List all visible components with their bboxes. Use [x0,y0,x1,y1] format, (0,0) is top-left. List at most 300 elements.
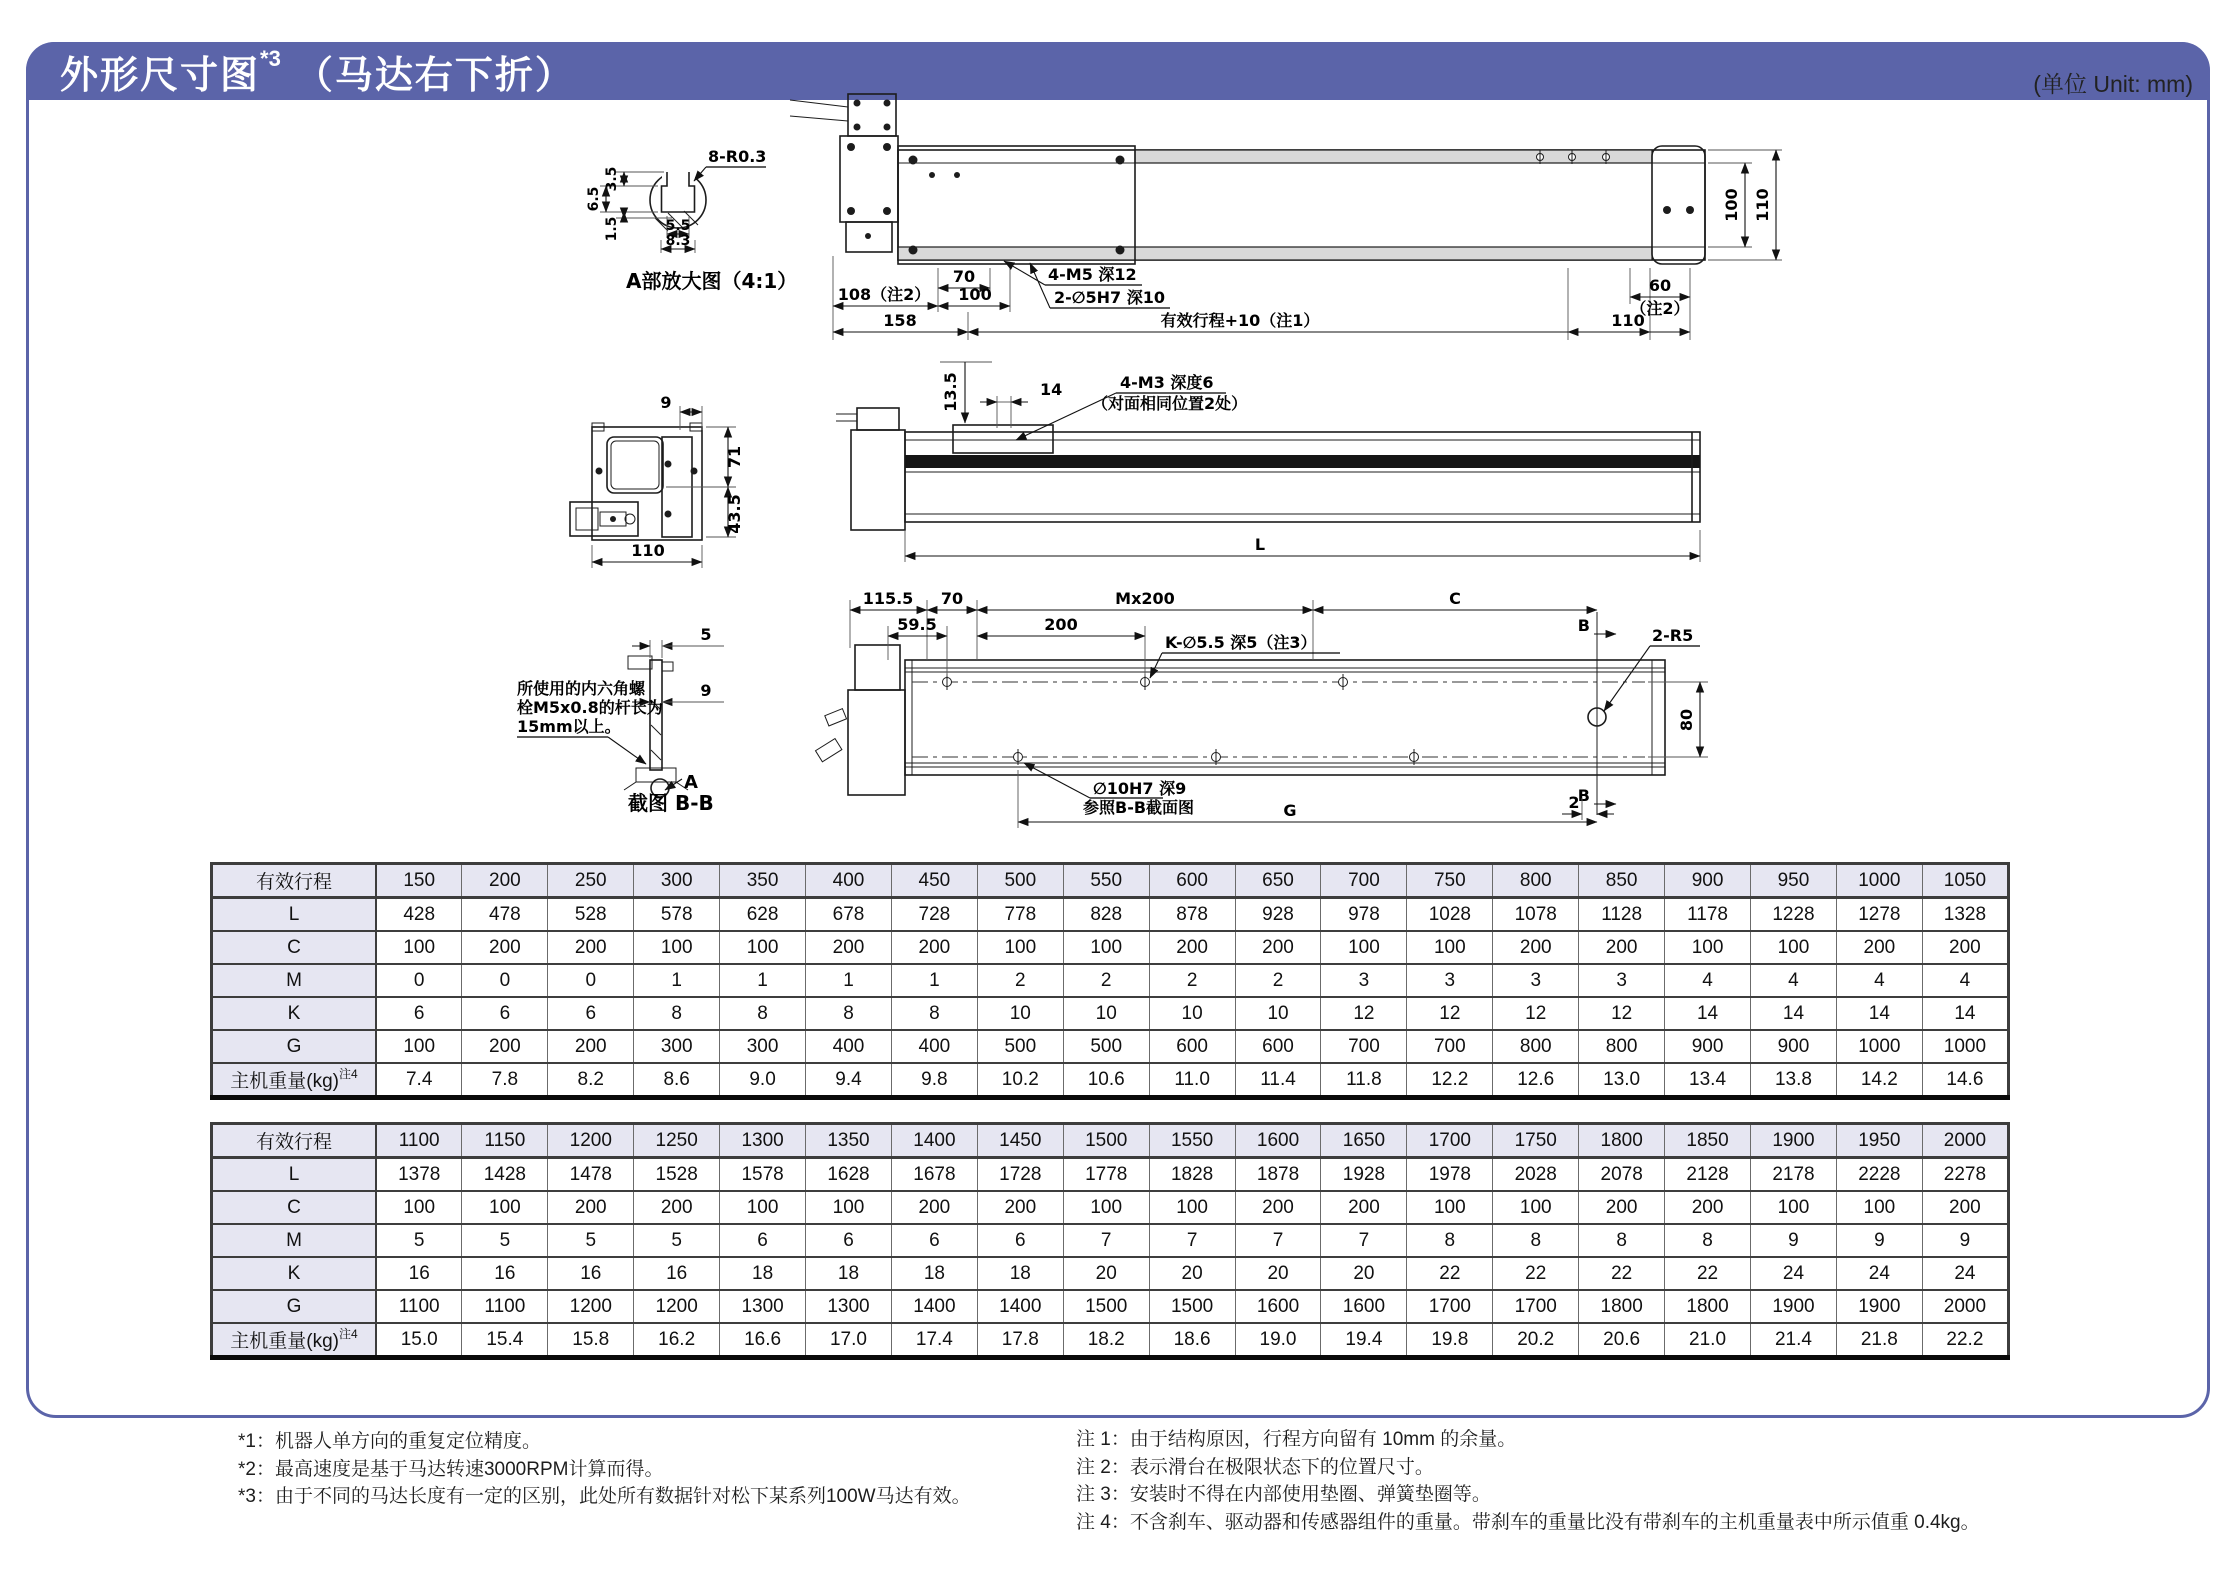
value-cell: 100 [1063,931,1149,964]
value-cell: 12 [1579,997,1665,1030]
dim-100-label: 100 [958,285,992,304]
value-cell: 1528 [634,1158,720,1192]
value-cell: 1378 [376,1158,462,1192]
stroke-header-cell: 150 [376,864,462,898]
dim-c-label: C [1449,589,1461,608]
table-row [212,1290,2009,1323]
value-cell: 428 [376,898,462,932]
dim-l-label: L [1254,535,1266,554]
value-cell: 7 [1149,1224,1235,1257]
value-cell: 5 [376,1224,462,1257]
value-cell: 14 [1751,997,1837,1030]
table-header-row [212,864,2009,898]
dim-8-3-label: 8.3 [665,233,691,249]
table-row [212,1030,2009,1063]
footnote: 注 4：不含刹车、驱动器和传感器组件的重量。带刹车的重量比没有带刹车的主机重量表中所示值重 0.4kg。 [1076,1511,1980,1533]
dim-13-5-label: 13.5 [941,372,960,412]
value-cell: 900 [1751,1030,1837,1063]
value-cell: 21.8 [1836,1323,1922,1358]
value-cell: 1500 [1149,1290,1235,1323]
value-cell: 1928 [1321,1158,1407,1192]
value-cell: 8 [806,997,892,1030]
bb-note-line1: 所使用的内六角螺 [517,679,646,698]
value-cell: 100 [1321,931,1407,964]
page-title-superscript: *3 [260,46,281,71]
footnote: *3：由于不同的马达长度有一定的区别，此处所有数据针对松下某系列100W马达有效。 [238,1486,971,1507]
bb-note-line3: 15mm以上。 [517,717,621,736]
value-cell: 600 [1235,1030,1321,1063]
value-cell: 778 [977,898,1063,932]
value-cell: 1828 [1149,1158,1235,1192]
row-label: K [212,997,377,1030]
dim-110-end-label: 110 [631,541,665,560]
footnote: 注 1：由于结构原因，行程方向留有 10mm 的余量。 [1076,1429,1517,1450]
dim-59-5-label: 59.5 [897,615,937,634]
value-cell: 10.2 [977,1063,1063,1098]
value-cell: 200 [1149,931,1235,964]
value-cell: 1 [806,964,892,997]
stroke-header-cell: 1350 [806,1124,892,1158]
value-cell: 2 [1063,964,1149,997]
value-cell: 10 [1063,997,1149,1030]
dim-3-5-label: 3.5 [604,166,620,192]
callout-8r03-label: 8-R0.3 [708,147,767,166]
value-cell: 13.8 [1751,1063,1837,1098]
value-cell: 20 [1149,1257,1235,1290]
value-cell: 24 [1922,1257,2008,1290]
stroke-header-cell: 700 [1321,864,1407,898]
unit-note: (单位 Unit: mm) [2033,71,2193,97]
dim-158-label: 158 [883,311,917,330]
value-cell: 200 [1922,931,2008,964]
value-cell: 14.2 [1836,1063,1922,1098]
dim-9-bb-label: 9 [700,681,712,700]
value-cell: 1 [891,964,977,997]
value-cell: 14.6 [1922,1063,2008,1098]
page-title-suffix: （马达右下折） [294,54,575,97]
value-cell: 10.6 [1063,1063,1149,1098]
stroke-header-cell: 650 [1235,864,1321,898]
dim-2-label: 2 [1568,793,1580,812]
stroke-header-cell: 550 [1063,864,1149,898]
value-cell: 200 [1493,931,1579,964]
stroke-header-cell: 900 [1665,864,1751,898]
value-cell: 2228 [1836,1158,1922,1192]
value-cell: 1178 [1665,898,1751,932]
value-cell: 200 [1235,931,1321,964]
value-cell: 200 [1922,1191,2008,1224]
value-cell: 878 [1149,898,1235,932]
row-label: L [212,898,377,932]
value-cell: 100 [376,1030,462,1063]
value-cell: 978 [1321,898,1407,932]
stroke-header-cell: 1950 [1836,1124,1922,1158]
value-cell: 21.0 [1665,1323,1751,1358]
value-cell: 728 [891,898,977,932]
value-cell: 4 [1922,964,2008,997]
value-cell: 16.6 [720,1323,806,1358]
dim-6-5-label: 6.5 [586,186,602,212]
value-cell: 12.2 [1407,1063,1493,1098]
value-cell: 6 [462,997,548,1030]
value-cell: 200 [548,931,634,964]
value-cell: 1900 [1751,1290,1837,1323]
value-cell: 17.0 [806,1323,892,1358]
value-cell: 6 [720,1224,806,1257]
value-cell: 2 [1149,964,1235,997]
value-cell: 1600 [1321,1290,1407,1323]
value-cell: 528 [548,898,634,932]
value-cell: 1078 [1493,898,1579,932]
stroke-header-cell: 2000 [1922,1124,2008,1158]
value-cell: 1400 [977,1290,1063,1323]
table-row [212,1257,2009,1290]
dim-70-label: 70 [952,267,976,286]
value-cell: 8.2 [548,1063,634,1098]
value-cell: 12 [1321,997,1407,1030]
value-cell: 1278 [1836,898,1922,932]
value-cell: 628 [720,898,806,932]
dim-43-5-label: 43.5 [725,494,744,534]
stroke-header-cell: 1450 [977,1124,1063,1158]
callout-4m3-line2: （对面相同位置2处） [1092,394,1248,413]
dim-60-label: 60 [1648,276,1672,295]
value-cell: 700 [1321,1030,1407,1063]
value-cell: 11.8 [1321,1063,1407,1098]
value-cell: 8 [634,997,720,1030]
value-cell: 0 [548,964,634,997]
callout-5h7-label: 2-∅5H7 深10 [1054,288,1165,307]
value-cell: 1628 [806,1158,892,1192]
value-cell: 200 [634,1191,720,1224]
value-cell: 300 [634,1030,720,1063]
table-row [212,898,2009,932]
value-cell: 3 [1493,964,1579,997]
value-cell: 4 [1836,964,1922,997]
value-cell: 2028 [1493,1158,1579,1192]
value-cell: 600 [1149,1030,1235,1063]
value-cell: 14 [1922,997,2008,1030]
dimension-table-1 [210,862,2010,1100]
callout-2r5-label: 2-R5 [1652,626,1694,645]
row-label: G [212,1030,377,1063]
section-a-label: A [684,772,698,793]
row-label: C [212,931,377,964]
section-b-bottom-label: B [1577,786,1590,805]
dim-9-end-label: 9 [660,393,672,412]
dimension-table-2 [210,1122,2010,1360]
value-cell: 19.8 [1407,1323,1493,1358]
bb-note-line2: 栓M5x0.8的杆长为 [517,698,663,717]
value-cell: 20 [1063,1257,1149,1290]
value-cell: 6 [376,997,462,1030]
value-cell: 18 [891,1257,977,1290]
value-cell: 1228 [1751,898,1837,932]
value-cell: 1728 [977,1158,1063,1192]
value-cell: 7 [1235,1224,1321,1257]
stroke-header-cell: 1550 [1149,1124,1235,1158]
value-cell: 1500 [1063,1290,1149,1323]
table-row [212,1191,2009,1224]
stroke-header-cell: 300 [634,864,720,898]
callout-k-holes-label: K-∅5.5 深5（注3） [1165,633,1317,652]
value-cell: 828 [1063,898,1149,932]
value-cell: 16.2 [634,1323,720,1358]
value-cell: 7 [1063,1224,1149,1257]
value-cell: 15.4 [462,1323,548,1358]
table-row [212,1224,2009,1257]
table-row [212,1323,2009,1358]
value-cell: 200 [806,931,892,964]
stroke-header-cell: 850 [1579,864,1665,898]
value-cell: 10 [1235,997,1321,1030]
value-cell: 1900 [1836,1290,1922,1323]
value-cell: 578 [634,898,720,932]
value-cell: 928 [1235,898,1321,932]
value-cell: 6 [806,1224,892,1257]
callout-4m3-line1: 4-M3 深度6 [1120,373,1214,392]
stroke-header-cell: 250 [548,864,634,898]
value-cell: 7.4 [376,1063,462,1098]
value-cell: 1128 [1579,898,1665,932]
value-cell: 1700 [1493,1290,1579,1323]
value-cell: 3 [1321,964,1407,997]
stroke-header-cell: 600 [1149,864,1235,898]
value-cell: 8 [1493,1224,1579,1257]
value-cell: 200 [1665,1191,1751,1224]
value-cell: 100 [1493,1191,1579,1224]
dim-5-bb-label: 5 [700,625,712,644]
value-cell: 9.4 [806,1063,892,1098]
value-cell: 2 [1235,964,1321,997]
value-cell: 9.0 [720,1063,806,1098]
value-cell: 24 [1751,1257,1837,1290]
row-label: K [212,1257,377,1290]
value-cell: 21.4 [1751,1323,1837,1358]
stroke-header-cell: 950 [1751,864,1837,898]
value-cell: 8 [1407,1224,1493,1257]
value-cell: 500 [1063,1030,1149,1063]
footnote: 注 3：安装时不得在内部使用垫圈、弹簧垫圈等。 [1076,1484,1491,1505]
value-cell: 1200 [634,1290,720,1323]
value-cell: 1978 [1407,1158,1493,1192]
value-cell: 700 [1407,1030,1493,1063]
section-bb-caption: 截图 B-B [628,791,714,815]
value-cell: 100 [1751,931,1837,964]
value-cell: 1400 [891,1290,977,1323]
dim-v110-label: 110 [1753,188,1772,222]
stroke-header-cell: 1000 [1836,864,1922,898]
dim-71-label: 71 [725,445,744,469]
value-cell: 20 [1321,1257,1407,1290]
page-title: 外形尺寸图 [60,54,261,97]
value-cell: 16 [462,1257,548,1290]
table-row [212,1063,2009,1098]
value-cell: 1 [634,964,720,997]
value-cell: 16 [376,1257,462,1290]
table-row [212,997,2009,1030]
dim-80-label: 80 [1677,708,1696,732]
value-cell: 100 [1665,931,1751,964]
value-cell: 100 [1407,931,1493,964]
row-label: 有效行程 [212,864,377,898]
value-cell: 678 [806,898,892,932]
value-cell: 9 [1751,1224,1837,1257]
value-cell: 14 [1665,997,1751,1030]
value-cell: 478 [462,898,548,932]
stroke-header-cell: 1600 [1235,1124,1321,1158]
stroke-header-cell: 400 [806,864,892,898]
table-row [212,931,2009,964]
value-cell: 18.2 [1063,1323,1149,1358]
value-cell: 100 [1407,1191,1493,1224]
dim-115-5-label: 115.5 [862,589,914,608]
value-cell: 300 [720,1030,806,1063]
stroke-header-cell: 1900 [1751,1124,1837,1158]
value-cell: 18 [720,1257,806,1290]
value-cell: 8 [720,997,806,1030]
callout-10h7-line1: ∅10H7 深9 [1093,779,1187,798]
value-cell: 13.0 [1579,1063,1665,1098]
footnote: *2：最高速度是基于马达转速3000RPM计算而得。 [238,1458,664,1480]
value-cell: 1428 [462,1158,548,1192]
value-cell: 2128 [1665,1158,1751,1192]
value-cell: 800 [1493,1030,1579,1063]
value-cell: 3 [1579,964,1665,997]
value-cell: 1878 [1235,1158,1321,1192]
stroke-header-cell: 200 [462,864,548,898]
dim-14-label: 14 [1040,380,1063,399]
value-cell: 1600 [1235,1290,1321,1323]
value-cell: 200 [1321,1191,1407,1224]
value-cell: 2178 [1751,1158,1837,1192]
value-cell: 1328 [1922,898,2008,932]
dim-110-bottom-label: 110 [1611,311,1645,330]
value-cell: 8.6 [634,1063,720,1098]
value-cell: 22.2 [1922,1323,2008,1358]
value-cell: 1800 [1579,1290,1665,1323]
dim-108-label: 108（注2） [837,285,931,304]
value-cell: 18 [977,1257,1063,1290]
value-cell: 100 [376,1191,462,1224]
value-cell: 8 [1665,1224,1751,1257]
callout-10h7-line2: 参照B-B截面图 [1083,798,1195,817]
value-cell: 200 [1235,1191,1321,1224]
dim-stroke-label: 有效行程+10（注1） [1160,311,1320,330]
value-cell: 6 [977,1224,1063,1257]
stroke-header-cell: 1750 [1493,1124,1579,1158]
value-cell: 2000 [1922,1290,2008,1323]
footnotes-left [238,1432,971,1515]
value-cell: 1678 [891,1158,977,1192]
value-cell: 200 [462,1030,548,1063]
value-cell: 8 [1579,1224,1665,1257]
value-cell: 400 [806,1030,892,1063]
value-cell: 900 [1665,1030,1751,1063]
value-cell: 200 [891,931,977,964]
value-cell: 200 [548,1191,634,1224]
value-cell: 500 [977,1030,1063,1063]
value-cell: 19.4 [1321,1323,1407,1358]
stroke-header-cell: 1250 [634,1124,720,1158]
value-cell: 1778 [1063,1158,1149,1192]
dim-200-label: 200 [1044,615,1078,634]
footnote: *1：机器人单方向的重复定位精度。 [238,1431,541,1452]
value-cell: 18.6 [1149,1323,1235,1358]
dim-5-5-label: 5.5 [665,218,691,234]
stroke-header-cell: 1400 [891,1124,977,1158]
value-cell: 9 [1836,1224,1922,1257]
value-cell: 1578 [720,1158,806,1192]
value-cell: 400 [891,1030,977,1063]
value-cell: 17.8 [977,1323,1063,1358]
value-cell: 1100 [376,1290,462,1323]
value-cell: 1 [720,964,806,997]
value-cell: 100 [1836,1191,1922,1224]
dim-g-label: G [1283,801,1297,820]
value-cell: 2278 [1922,1158,2008,1192]
section-b-top-label: B [1577,616,1590,635]
table-row [212,964,2009,997]
value-cell: 3 [1407,964,1493,997]
row-label: G [212,1290,377,1323]
value-cell: 12.6 [1493,1063,1579,1098]
row-label: L [212,1158,377,1192]
value-cell: 1000 [1836,1030,1922,1063]
stroke-header-cell: 1300 [720,1124,806,1158]
stroke-header-cell: 500 [977,864,1063,898]
value-cell: 19.0 [1235,1323,1321,1358]
value-cell: 13.4 [1665,1063,1751,1098]
value-cell: 100 [376,931,462,964]
value-cell: 15.0 [376,1323,462,1358]
stroke-header-cell: 800 [1493,864,1579,898]
stroke-header-cell: 1100 [376,1124,462,1158]
value-cell: 6 [548,997,634,1030]
stroke-header-cell: 1800 [1579,1124,1665,1158]
value-cell: 1300 [720,1290,806,1323]
value-cell: 1700 [1407,1290,1493,1323]
stroke-header-cell: 1850 [1665,1124,1751,1158]
stroke-header-cell: 1050 [1922,864,2008,898]
value-cell: 100 [462,1191,548,1224]
stroke-header-cell: 1200 [548,1124,634,1158]
stroke-header-cell: 750 [1407,864,1493,898]
value-cell: 22 [1665,1257,1751,1290]
value-cell: 18 [806,1257,892,1290]
value-cell: 10 [977,997,1063,1030]
value-cell: 1100 [462,1290,548,1323]
value-cell: 1300 [806,1290,892,1323]
stroke-header-cell: 1650 [1321,1124,1407,1158]
value-cell: 22 [1493,1257,1579,1290]
stroke-header-cell: 350 [720,864,806,898]
value-cell: 22 [1407,1257,1493,1290]
value-cell: 2078 [1579,1158,1665,1192]
value-cell: 100 [634,931,720,964]
value-cell: 15.8 [548,1323,634,1358]
value-cell: 10 [1149,997,1235,1030]
value-cell: 200 [1836,931,1922,964]
stroke-header-cell: 1500 [1063,1124,1149,1158]
row-label: 主机重量(kg)$^{注4}$ [212,1063,377,1098]
value-cell: 16 [548,1257,634,1290]
value-cell: 7.8 [462,1063,548,1098]
value-cell: 12 [1407,997,1493,1030]
value-cell: 7 [1321,1224,1407,1257]
value-cell: 2 [977,964,1063,997]
value-cell: 11.4 [1235,1063,1321,1098]
